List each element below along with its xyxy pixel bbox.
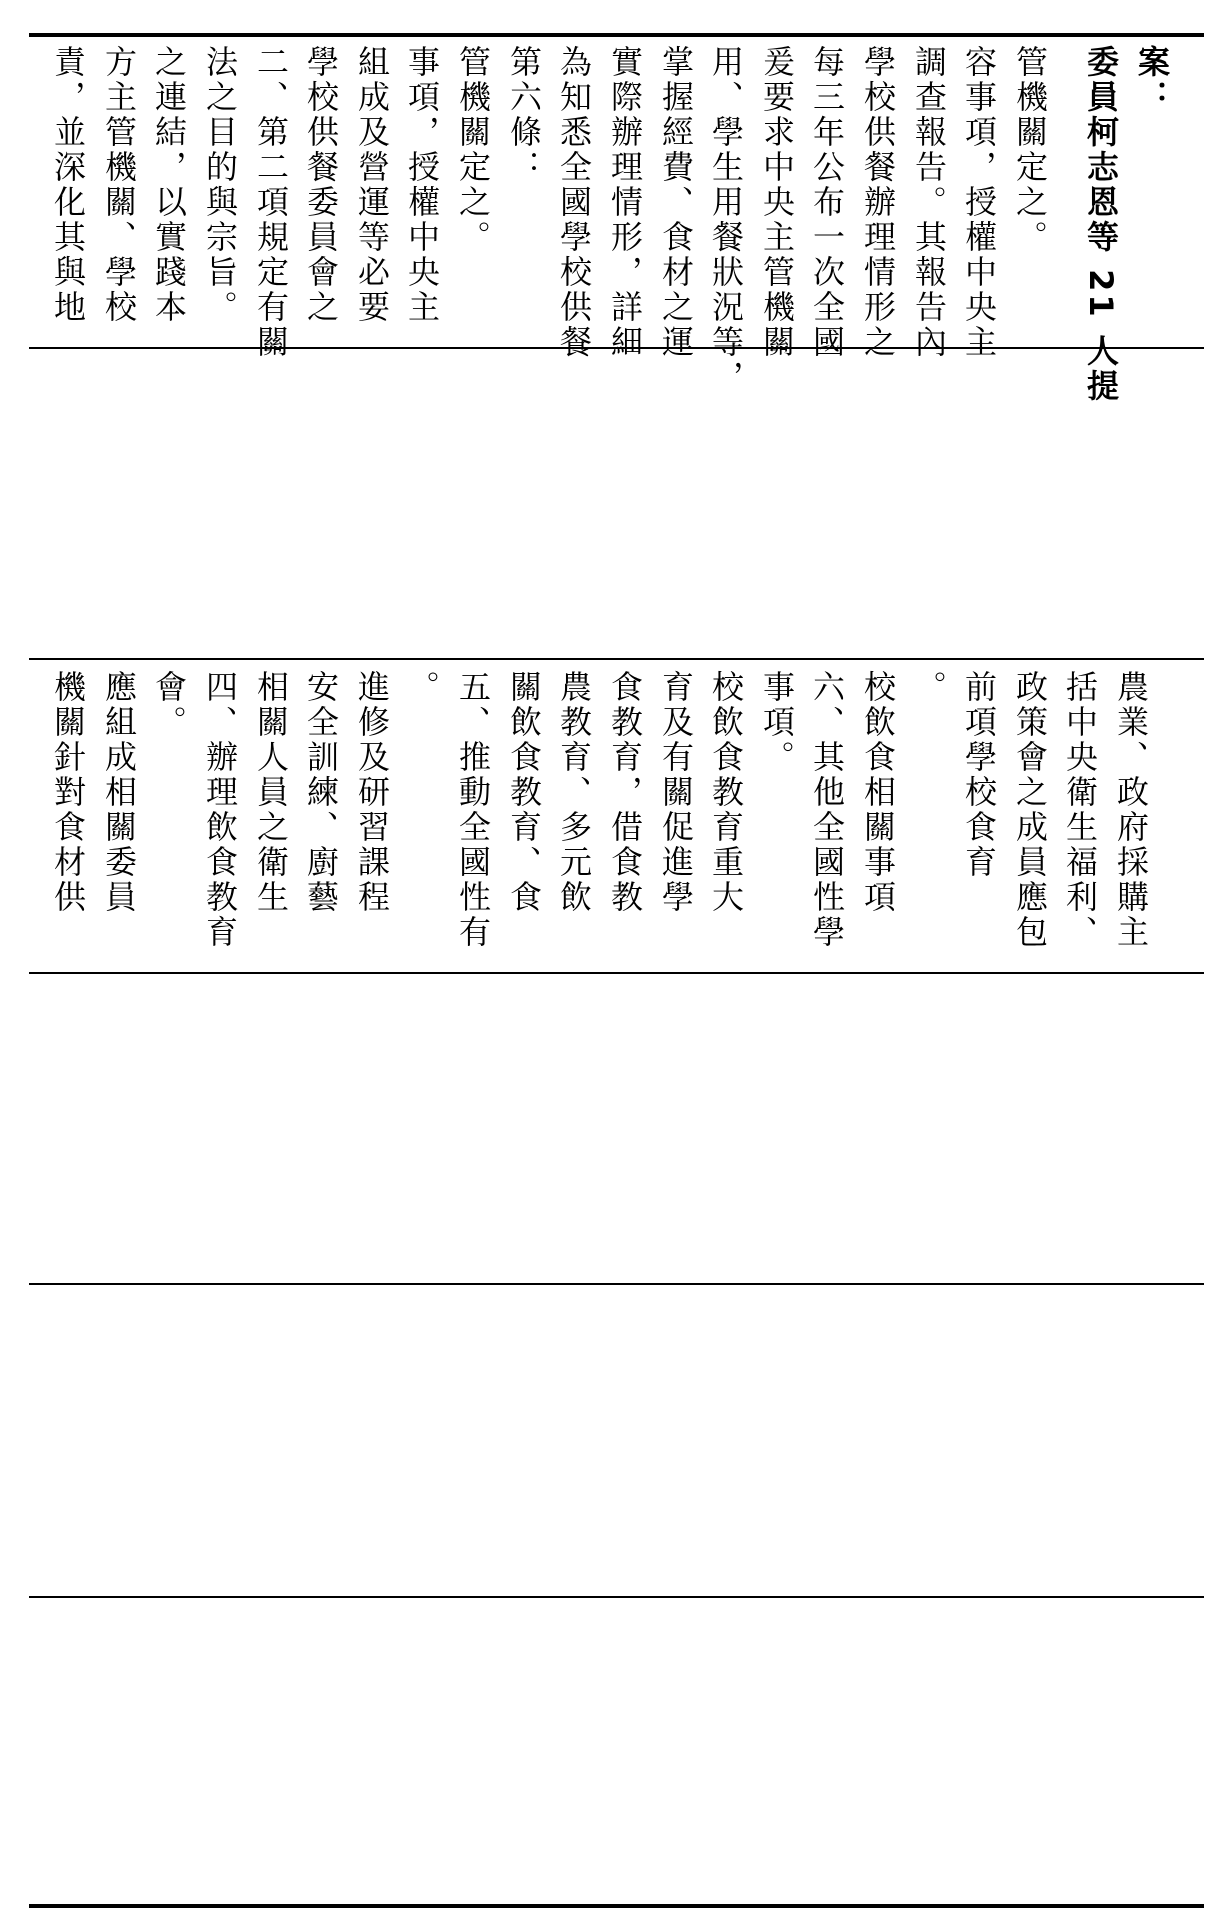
text-column: 用、學生用餐狀況等， <box>707 45 745 395</box>
text-column: 安全訓練、廚藝 <box>302 670 340 915</box>
text-column: 校飲食教育重大 <box>707 670 745 915</box>
text-column: 法之目的與宗旨。 <box>201 45 239 325</box>
text-column: 調查報告。其報告內 <box>910 45 948 360</box>
text-column: 管機關定之。 <box>1011 45 1049 255</box>
text-column: 政策會之成員應包 <box>1011 670 1049 950</box>
text-column: 五、推動全國性有 <box>454 670 492 950</box>
text-column: 育及有關促進學 <box>657 670 695 915</box>
text-column: 學校供餐辦理情形之 <box>859 45 897 360</box>
section-divider <box>29 658 1204 660</box>
text-column: 二、第二項規定有關 <box>252 45 290 360</box>
text-column: 容事項，授權中央主 <box>960 45 998 360</box>
text-column: 責，並深化其與地 <box>49 45 87 325</box>
text-column: 進修及研習課程 <box>353 670 391 915</box>
text-column: 事項。 <box>758 670 796 775</box>
section-divider <box>29 972 1204 974</box>
text-column: 會。 <box>150 670 188 740</box>
text-column: 。 <box>910 670 948 705</box>
text-column: 相關人員之衛生 <box>252 670 290 915</box>
bottom-border <box>29 1904 1204 1908</box>
text-column: 爰要求中央主管機關 <box>758 45 796 360</box>
text-column: 掌握經費、食材之運 <box>657 45 695 360</box>
text-column: 每三年公布一次全國 <box>808 45 846 360</box>
text-column: 校飲食相關事項 <box>859 670 897 915</box>
text-column: 組成及營運等必要 <box>353 45 391 325</box>
text-column: 農教育、多元飲 <box>555 670 593 915</box>
text-column: 農業、政府採購主 <box>1112 670 1150 950</box>
text-column: 應組成相關委員 <box>100 670 138 915</box>
text-column: 管機關定之。 <box>454 45 492 255</box>
text-column: 機關針對食材供 <box>49 670 87 915</box>
text-column: 四、辦理飲食教育 <box>201 670 239 950</box>
section-divider <box>29 1596 1204 1598</box>
text-column: 為知悉全國學校供餐 <box>555 45 593 360</box>
proposal-heading: 案： <box>1133 45 1171 115</box>
text-column: 食教育，借食教 <box>606 670 644 915</box>
text-column: 之連結，以實踐本 <box>150 45 188 325</box>
text-column: 。 <box>403 670 441 705</box>
proposal-heading: 委員柯志恩等 21 人提 <box>1082 45 1120 404</box>
top-border <box>29 33 1204 37</box>
text-column: 學校供餐委員會之 <box>302 45 340 325</box>
text-column: 第六條： <box>505 45 543 185</box>
text-column: 括中央衛生福利、 <box>1061 670 1099 950</box>
text-column: 前項學校食育 <box>960 670 998 880</box>
text-column: 方主管機關、學校 <box>100 45 138 325</box>
text-column: 實際辦理情形，詳細 <box>606 45 644 360</box>
text-column: 關飲食教育、食 <box>505 670 543 915</box>
text-column: 事項，授權中央主 <box>403 45 441 325</box>
text-column: 六、其他全國性學 <box>808 670 846 950</box>
section-divider <box>29 1283 1204 1285</box>
